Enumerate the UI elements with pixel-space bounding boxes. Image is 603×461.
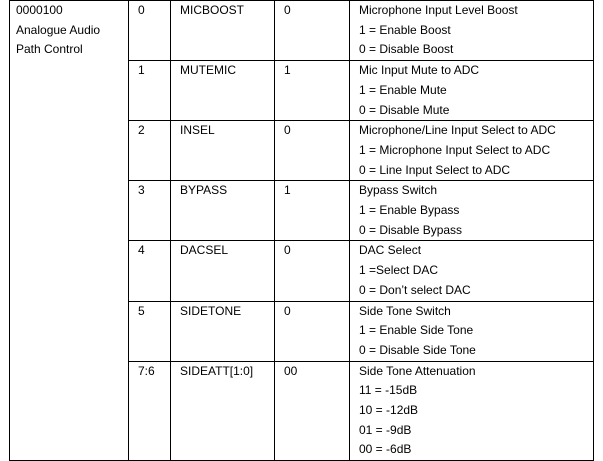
bit-cell: 2 [129, 121, 171, 181]
default-cell: 0 [275, 121, 350, 181]
description-line: 01 = -9dB [359, 422, 412, 437]
bit-cell: 5 [129, 301, 171, 361]
description-line: 1 = Microphone Input Select to ADC [359, 142, 551, 157]
register-name-line2: Path Control [16, 42, 83, 57]
description-line: Side Tone Switch [359, 303, 451, 318]
field-name-cell: MUTEMIC [171, 61, 275, 121]
default-cell: 1 [275, 61, 350, 121]
bit-cell: 4 [129, 241, 171, 301]
description-line: DAC Select [359, 243, 422, 258]
description-line: 1 = Enable Boost [359, 22, 451, 37]
description-line: Mic Input Mute to ADC [359, 63, 480, 78]
description-cell [350, 1, 594, 61]
description-line: 00 = -6dB [359, 442, 412, 457]
description-line: 1 =Select DAC [359, 263, 439, 278]
description-cell [350, 241, 594, 301]
description-line: Side Tone Attenuation [359, 363, 476, 378]
register-table-body [10, 1, 594, 461]
description-line: Bypass Switch [359, 183, 438, 198]
description-line: 0 = Disable Mute [359, 102, 450, 117]
default-cell: 0 [275, 1, 350, 61]
field-name-cell: INSEL [171, 121, 275, 181]
bit-cell: 7:6 [129, 361, 171, 461]
description-line: 11 = -15dB [359, 383, 418, 398]
description-line: 10 = -12dB [359, 403, 419, 418]
description-line: 1 = Enable Mute [359, 82, 447, 97]
default-cell: 00 [275, 361, 350, 461]
field-name-cell: SIDETONE [171, 301, 275, 361]
description-line: 0 = Disable Boost [359, 42, 454, 57]
description-line: 0 = Don’t select DAC [359, 282, 471, 297]
register-table [9, 0, 594, 461]
default-cell: 0 [275, 241, 350, 301]
description-line: 0 = Disable Side Tone [359, 342, 476, 357]
field-name-cell: MICBOOST [171, 1, 275, 61]
default-cell: 1 [275, 181, 350, 241]
register-cell [10, 1, 129, 461]
description-cell [350, 121, 594, 181]
description-line: Microphone Input Level Boost [359, 3, 518, 17]
description-cell [350, 61, 594, 121]
description-cell [350, 181, 594, 241]
description-line: Microphone/Line Input Select to ADC [359, 123, 556, 138]
description-line: 1 = Enable Side Tone [359, 323, 474, 338]
default-cell: 0 [275, 301, 350, 361]
field-name-cell: DACSEL [171, 241, 275, 301]
bit-cell: 1 [129, 61, 171, 121]
description-line: 0 = Disable Bypass [359, 222, 463, 237]
field-name-cell: BYPASS [171, 181, 275, 241]
field-name-cell: SIDEATT[1:0] [171, 361, 275, 461]
bit-cell: 3 [129, 181, 171, 241]
description-cell [350, 301, 594, 361]
register-address: 0000100 [16, 3, 63, 17]
description-cell [350, 361, 594, 461]
table-row [10, 1, 594, 61]
bit-cell: 0 [129, 1, 171, 61]
description-line: 1 = Enable Bypass [359, 203, 460, 218]
register-name-line1: Analogue Audio [16, 22, 101, 37]
description-line: 0 = Line Input Select to ADC [359, 162, 511, 177]
